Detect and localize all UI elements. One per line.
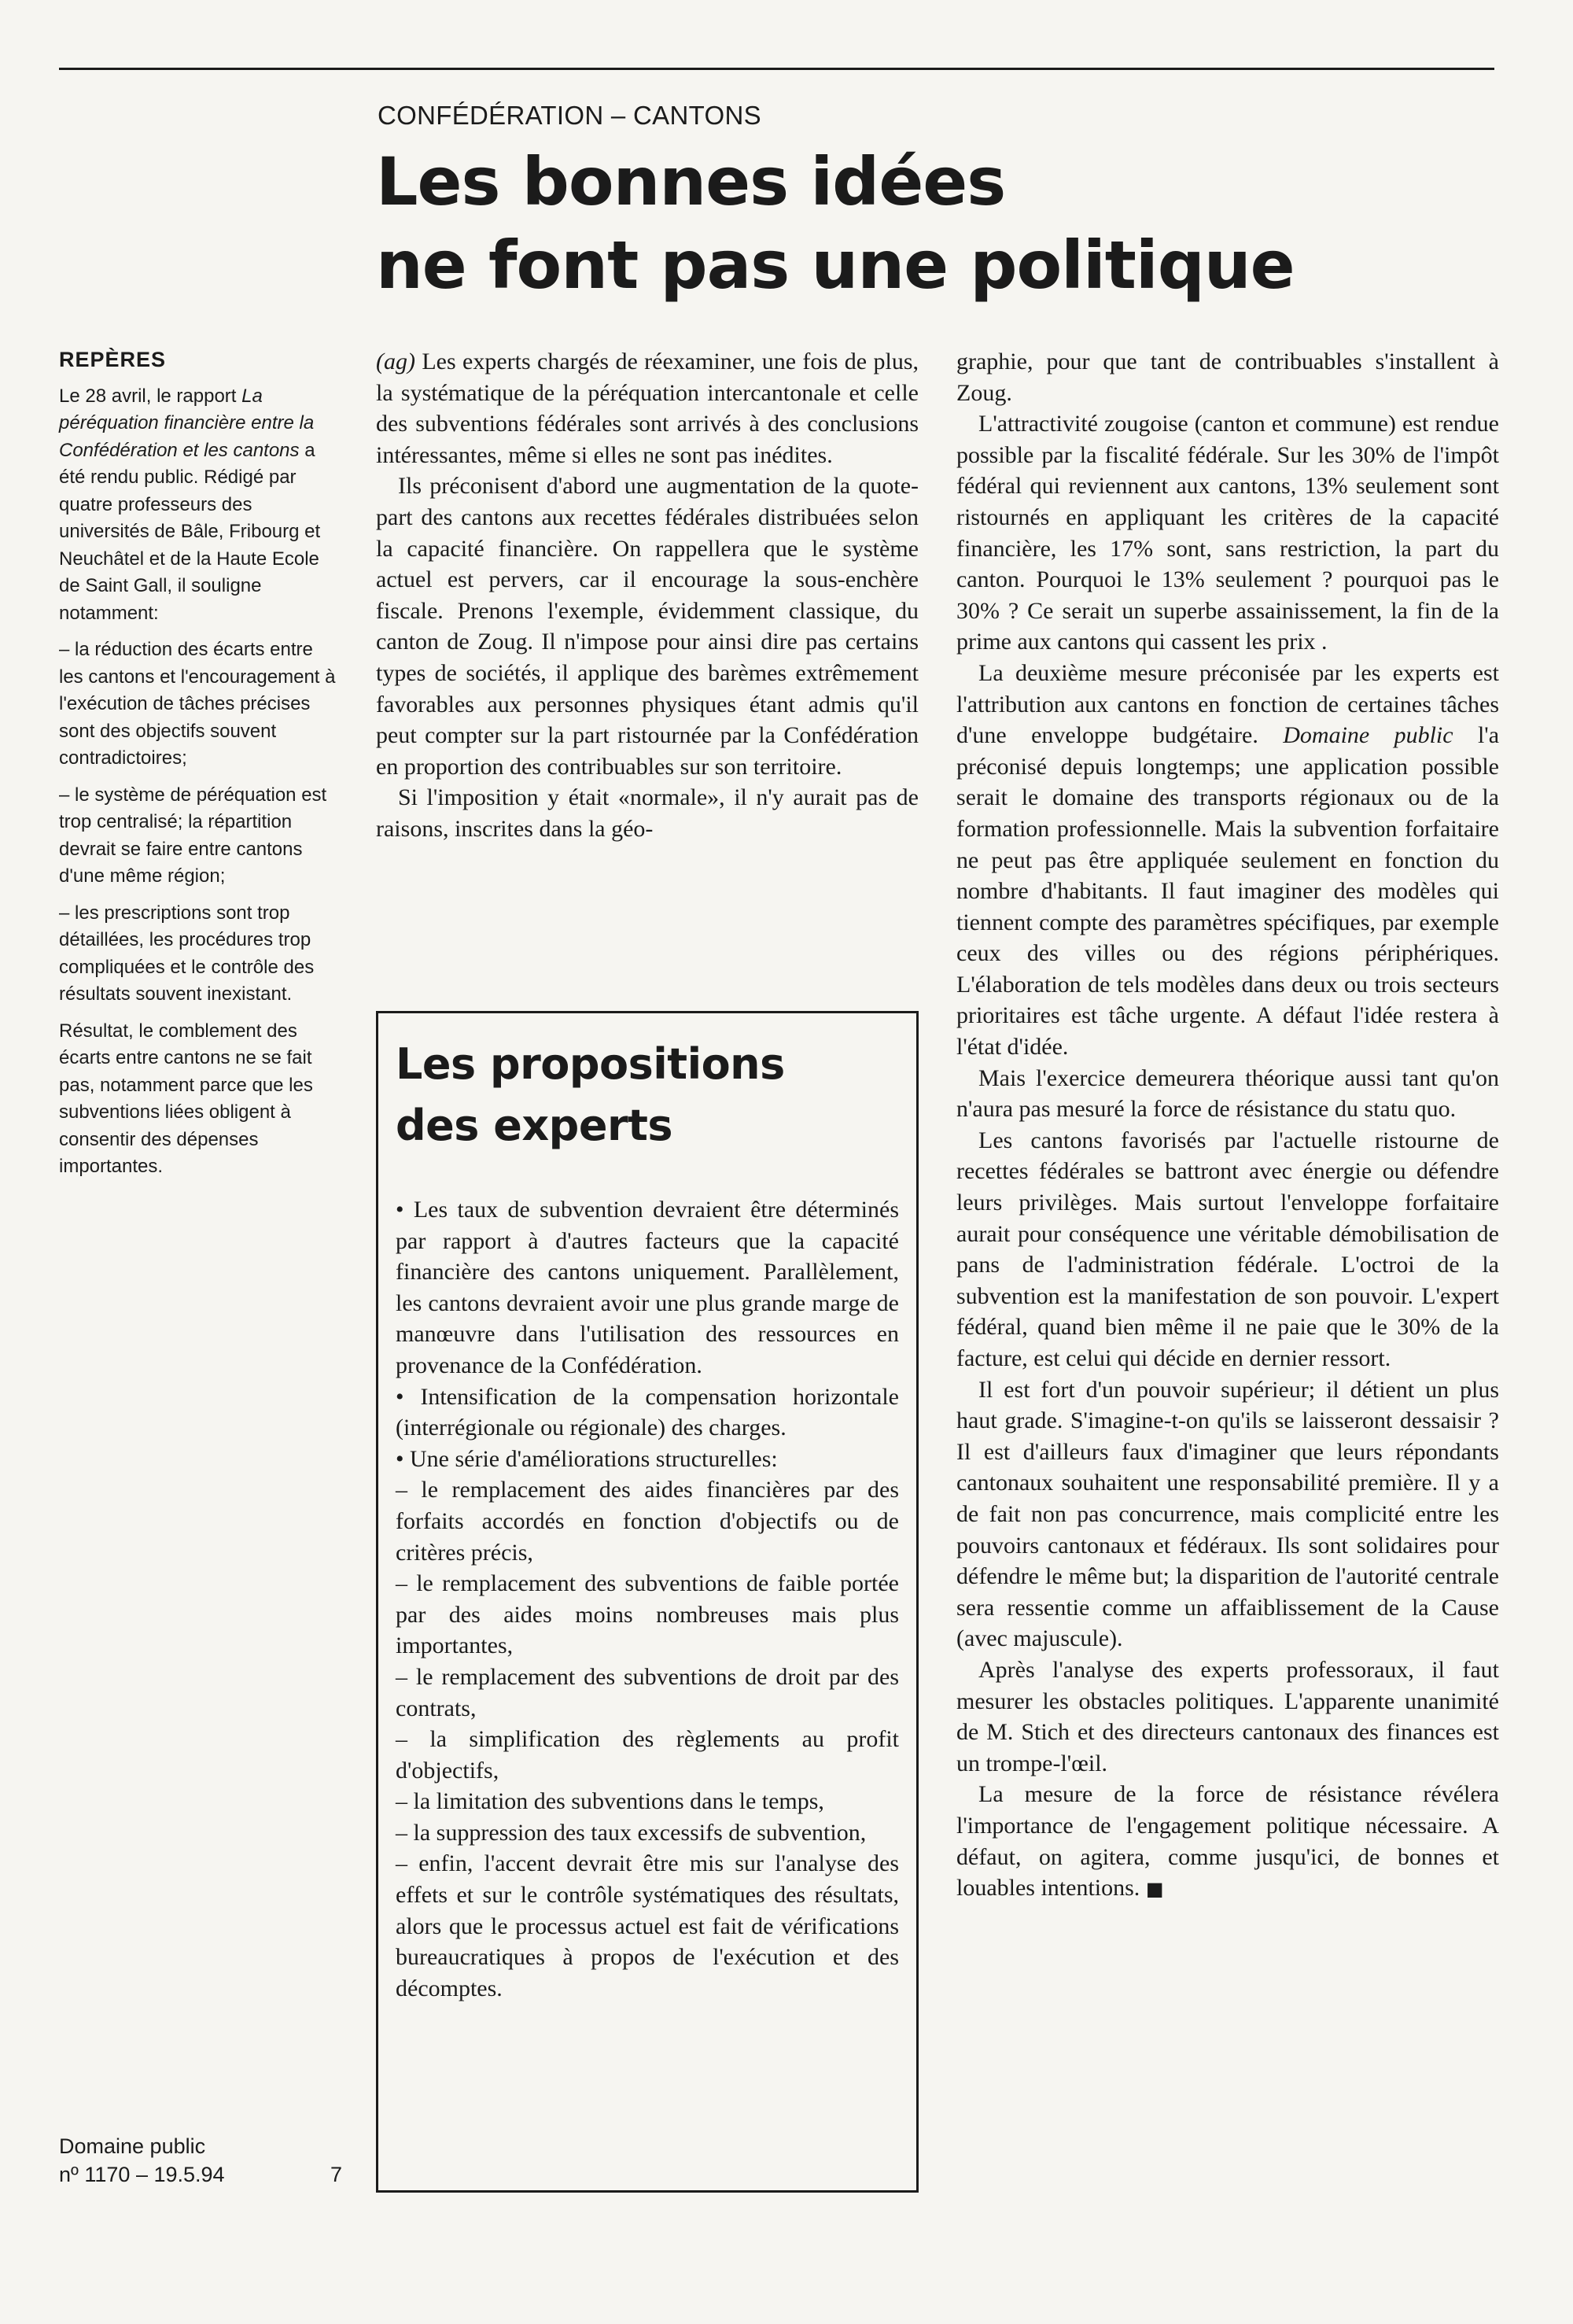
reperes-sidebar: [59, 346, 342, 1190]
sidebar-intro: [59, 383, 342, 628]
box-title: [396, 1034, 899, 1156]
article-paragraph: graphie, pour que tant de contribuables s'installent à Zoug.: [956, 349, 1499, 406]
headline-line-2: ne font pas une politique: [376, 227, 1295, 304]
article-paragraph: Mais l'exercice demeurera théorique aussi tant qu'on n'aura pas mesuré la force de résistance du statu quo.: [956, 1064, 1499, 1123]
sidebar-point: – le système de péréquation est trop centralisé; la répartition devrait se faire entre cantons d'une même région;: [59, 784, 327, 887]
sidebar-heading: REPÈRES: [59, 348, 167, 371]
author-byline: (ag): [376, 349, 415, 374]
paragraph-text: l'a préconisé depuis longtemps; une application possible serait le domaine des transports régionaux ou de la formation professionnelle. Mais la subvention forfaitaire ne peut pas être appliquée seulement en fonction du nombre d'habitants. Il faut imaginer des modèles qui tiennent compte des paramètres spécifiques, par exemple ceux des villes ou des régions périphériques. L'élaboration de tels modèles dans deux ou trois secteurs prioritaires est tâche urgente. A défaut l'idée restera à l'état d'idée.: [956, 722, 1500, 1061]
article-paragraph: L'attractivité zougoise (canton et commune) est rendue possible par la fiscalité fédérale. Sur les 30% de l'impôt fédéral qui reviennent aux cantons, 13% seulement sont ristournés en appliquant les critères de la capacité financière, les 17% sont, sans restriction, la part du canton. Pourquoi le 13% seulement ? pourquoi pas le 30% ? Ce serait un superbe assainissement, la fin de la prime aux cantons qui cassent les prix .: [956, 411, 1499, 655]
paragraph-text: Les experts chargés de réexaminer, une fois de plus, la systématique de la péréquation intercantonale et celle des subventions fédérales sont arrivés à des conclusions intéressantes, même si elles ne sont pas inédites.: [376, 349, 919, 468]
article-paragraph: Les cantons favorisés par l'actuelle ristourne de recettes fédérales se battront avec énergie ou défendre leurs privilèges. Mais surtout l'enveloppe forfaitaire aurait pour conséquence une véritable démobilisation de pans de l'administration fédérale. L'octroi de la subvention est la manifestation de son pouvoir. L'expert fédéral, quand bien même il ne paie que le 30% de la facture, est celui qui décide en dernier ressort.: [956, 1127, 1499, 1371]
box-item: • Une série d'améliorations structurelles:: [396, 1445, 778, 1472]
box-item: • Intensification de la compensation horizontale (interrégionale ou régionale) des charges.: [396, 1383, 899, 1441]
experts-proposals-box: [376, 1011, 919, 2193]
article-paragraph: [956, 658, 1499, 1063]
article-paragraph: Après l'analyse des experts professoraux, il faut mesurer les obstacles politiques. L'apparente unanimité de M. Stich et des directeurs cantonaux des finances est un trompe-l'œil.: [956, 1656, 1499, 1776]
article-paragraph: Si l'imposition y était «normale», il n'y aurait pas de raisons, inscrites dans la géo-: [376, 784, 919, 842]
article-paragraph: [376, 346, 919, 470]
box-item: – le remplacement des subventions de droit par des contrats,: [396, 1663, 899, 1721]
article-paragraph: Ils préconisent d'abord une augmentation de la quote-part des cantons aux recettes fédérales distribuées selon la capacité financière. On rappellera que le système actuel est pervers, car il encourage la sous-enchère fiscale. Prenons l'exemple, évidemment classique, du canton de Zoug. Il n'impose pour ainsi dire pas certains types de sociétés, il applique des barèmes extrêmement favorables aux personnes physiques étant admis qu'il peut compter sur la part ristournée par la Confédération en proportion des contribuables sur son territoire.: [376, 473, 919, 780]
sidebar-conclusion: Résultat, le comblement des écarts entre cantons ne se fait pas, notamment parce que les subventions liées obligent à consentir des dépenses importantes.: [59, 1020, 313, 1177]
top-rule: [59, 68, 1494, 70]
box-item: • Les taux de subvention devraient être déterminés par rapport à d'autres facteurs que la capacité financière des cantons uniquement. Parallèlement, les cantons devraient avoir une plus grande marge de manœuvre dans l'utilisation des ressources en provenance de la Confédération.: [396, 1197, 899, 1378]
box-item: – le remplacement des subventions de faible portée par des aides moins nombreuses mais plus importantes,: [396, 1570, 899, 1659]
box-title-line-1: Les propositions: [396, 1039, 785, 1089]
paragraph-text: La deuxième mesure préconisée par les experts est l'attribution aux cantons en fonction de certaines tâches d'une enveloppe budgétaire.: [956, 659, 1499, 749]
article-headline: [376, 140, 1477, 307]
paragraph-text: La mesure de la force de résistance révélera l'importance de l'engagement politique nécessaire. A défaut, on agitera, comme jusqu'ici, de bonnes et louables intentions.: [956, 1781, 1499, 1902]
article-paragraph: Il est fort d'un pouvoir supérieur; il détient un plus haut grade. S'imagine-t-on qu'ils se laisseront dessaisir ? Il est d'ailleurs faux d'imaginer que leurs répondants cantonaux souhaitent une responsabilité première. Il y a de fait non pas concurrence, mais complicité entre les pouvoirs cantonaux et fédéraux. Ils sont solidaires pour défendre le même but; la disparition de l'autorité centrale sera ressentie comme un affaiblissement de la Cause (avec majuscule).: [956, 1376, 1499, 1652]
box-item: – enfin, l'accent devrait être mis sur l'analyse des effets et sur le contrôle systématiques des résultats, alors que le processus actuel est fait de vérifications bureaucratiques à propos de l'exécution et des décomptes.: [396, 1850, 899, 2001]
sidebar-point: – la réduction des écarts entre les cantons et l'encouragement à l'exécution de tâches précises sont des objectifs souvent contradictoires;: [59, 639, 336, 769]
page-number: 7: [330, 2163, 342, 2186]
article-paragraph: [956, 1779, 1499, 1905]
sidebar-intro-prefix: Le 28 avril, le rapport: [59, 385, 242, 407]
sidebar-point: – les prescriptions sont trop détaillées, les procédures trop compliquées et le contrôle des résultats souvent inexistant.: [59, 902, 315, 1005]
publication-name: Domaine public: [59, 2134, 206, 2158]
article-column-2: [956, 346, 1499, 1905]
page-footer: [59, 2132, 342, 2189]
sidebar-intro-suffix: a été rendu public. Rédigé par quatre professeurs des universités de Bâle, Fribourg et Neuchâtel et de la Haute Ecole de Saint Gall, il souligne notamment:: [59, 439, 321, 624]
box-title-line-2: des experts: [396, 1101, 673, 1150]
box-item: – la suppression des taux excessifs de subvention,: [396, 1819, 867, 1846]
issue-info: nº 1170 – 19.5.94: [59, 2163, 225, 2186]
box-body: [396, 1194, 899, 2004]
box-item: – la limitation des subventions dans le temps,: [396, 1788, 824, 1815]
end-mark: ■: [1145, 1878, 1164, 1901]
report-title: La péréquation financière entre la Confédération et les cantons: [59, 385, 315, 461]
box-item: – le remplacement des aides financières par des forfaits accordés en fonction d'objectifs ou de critères précis,: [396, 1477, 899, 1566]
box-item: – la simplification des règlements au profit d'objectifs,: [396, 1726, 899, 1784]
publication-reference: Domaine public: [1283, 722, 1453, 749]
article-column-1: [376, 346, 919, 845]
headline-line-1: Les bonnes idées: [376, 143, 1006, 220]
section-kicker: CONFÉDÉRATION – CANTONS: [378, 101, 761, 130]
